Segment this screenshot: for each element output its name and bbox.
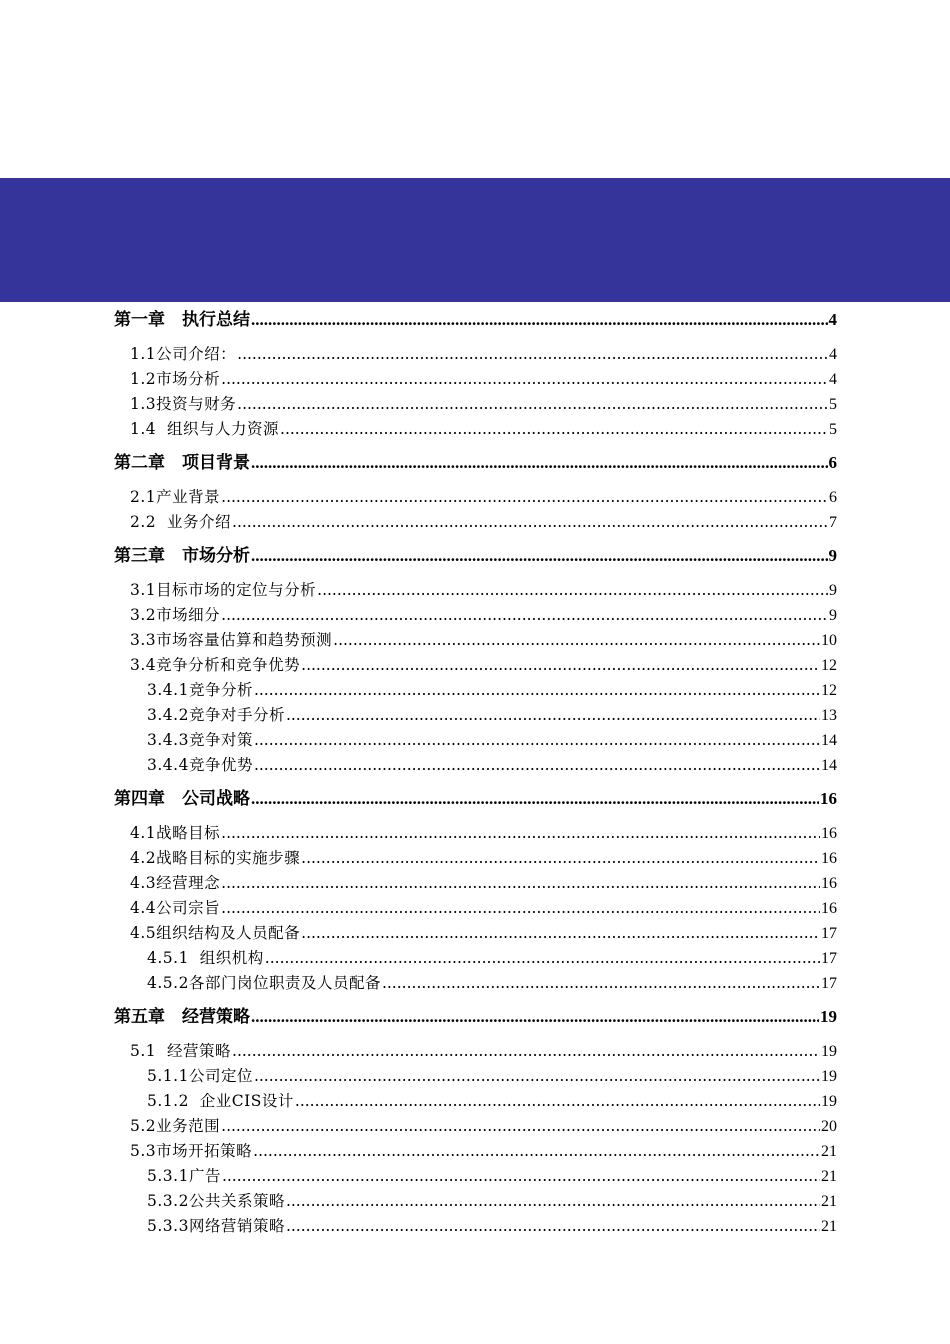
toc-entry-title: 3.1目标市场的定位与分析 — [130, 581, 317, 599]
toc-entry[interactable] — [147, 1089, 837, 1113]
toc-entry-title: 第三章 市场分析 — [114, 546, 250, 565]
toc-dot-leader — [254, 728, 820, 752]
toc-page-number: 10 — [821, 632, 837, 649]
toc-dot-leader — [280, 417, 828, 441]
toc-page-number: 9 — [828, 546, 837, 565]
toc-chapter[interactable] — [114, 1005, 837, 1029]
toc-chapter[interactable] — [114, 308, 837, 332]
toc-dot-leader — [221, 871, 820, 895]
toc-dot-leader — [295, 1089, 820, 1113]
toc-entry-title: 第二章 项目背景 — [114, 453, 250, 472]
toc-entry[interactable] — [130, 653, 837, 677]
toc-page-number: 16 — [820, 789, 837, 808]
toc-entry[interactable] — [130, 510, 837, 534]
toc-entry-title: 1.3投资与财务 — [130, 395, 237, 413]
toc-entry-title: 4.3经营理念 — [130, 874, 221, 892]
toc-entry-title: 3.4.3竞争对策 — [147, 731, 253, 749]
toc-entry[interactable] — [147, 971, 837, 995]
toc-dot-leader — [333, 628, 820, 652]
toc-entry[interactable] — [147, 1189, 837, 1213]
toc-chapter[interactable] — [114, 787, 837, 811]
toc-page-number: 4 — [829, 346, 837, 363]
toc-entry[interactable] — [147, 728, 837, 752]
toc-dot-leader — [301, 846, 820, 870]
toc-dot-leader — [251, 451, 828, 475]
toc-dot-leader — [253, 1139, 820, 1163]
toc-page-number: 17 — [821, 925, 837, 942]
toc-entry[interactable] — [147, 1214, 837, 1238]
toc-entry-title: 1.4 组织与人力资源 — [130, 420, 280, 438]
toc-page-number: 19 — [821, 1043, 837, 1060]
toc-page-number: 12 — [821, 682, 837, 699]
toc-dot-leader — [286, 703, 820, 727]
toc-page-number: 4 — [828, 310, 837, 329]
toc-entry-title: 1.2市场分析 — [130, 370, 221, 388]
toc-dot-leader — [221, 896, 820, 920]
toc-entry[interactable] — [130, 896, 837, 920]
toc-entry-title: 3.4.4竞争优势 — [147, 756, 253, 774]
toc-entry-title: 2.1产业背景 — [130, 488, 221, 506]
toc-dot-leader — [254, 678, 820, 702]
toc-entry[interactable] — [130, 485, 837, 509]
toc-page-number: 5 — [829, 421, 837, 438]
toc-dot-leader — [301, 921, 820, 945]
toc-chapter[interactable] — [114, 544, 837, 568]
toc-dot-leader — [221, 485, 828, 509]
toc-entry[interactable] — [130, 1039, 837, 1063]
toc-dot-leader — [254, 1064, 820, 1088]
toc-entry[interactable] — [130, 821, 837, 845]
toc-entry[interactable] — [147, 703, 837, 727]
toc-dot-leader — [382, 971, 820, 995]
toc-page-number: 14 — [821, 732, 837, 749]
toc-page-number: 4 — [829, 371, 837, 388]
toc-page-number: 17 — [821, 950, 837, 967]
toc-entry-title: 5.2业务范围 — [130, 1117, 221, 1135]
toc-dot-leader — [301, 653, 820, 677]
header-banner — [0, 178, 950, 302]
toc-dot-leader — [221, 603, 828, 627]
toc-dot-leader — [251, 1005, 819, 1029]
toc-entry-title: 第一章 执行总结 — [114, 310, 250, 329]
toc-entry[interactable] — [130, 871, 837, 895]
toc-chapter[interactable] — [114, 451, 837, 475]
toc-dot-leader — [222, 1164, 820, 1188]
toc-entry-title: 5.1.1公司定位 — [147, 1067, 253, 1085]
toc-entry[interactable] — [147, 946, 837, 970]
toc-dot-leader — [251, 308, 828, 332]
toc-dot-leader — [251, 544, 828, 568]
toc-page-number: 21 — [821, 1143, 837, 1160]
toc-page-number: 16 — [821, 900, 837, 917]
toc-entry[interactable] — [130, 367, 837, 391]
toc-page-number: 19 — [820, 1007, 837, 1026]
toc-entry[interactable] — [130, 417, 837, 441]
toc-page-number: 6 — [829, 489, 837, 506]
toc-dot-leader — [265, 946, 820, 970]
toc-page-number: 9 — [829, 607, 837, 624]
toc-entry[interactable] — [130, 628, 837, 652]
toc-entry[interactable] — [130, 342, 837, 366]
toc-page-number: 16 — [821, 825, 837, 842]
toc-entry[interactable] — [130, 846, 837, 870]
toc-entry-title: 5.3市场开拓策略 — [130, 1142, 253, 1160]
toc-dot-leader — [317, 578, 828, 602]
toc-entry-title: 4.5组织结构及人员配备 — [130, 924, 301, 942]
toc-dot-leader — [286, 1214, 820, 1238]
toc-entry-title: 4.2战略目标的实施步骤 — [130, 849, 301, 867]
toc-dot-leader — [286, 1189, 820, 1213]
toc-page-number: 21 — [821, 1168, 837, 1185]
toc-dot-leader — [237, 392, 828, 416]
toc-entry-title: 1.1公司介绍： — [130, 345, 237, 363]
toc-entry[interactable] — [147, 1164, 837, 1188]
toc-entry-title: 4.4公司宗旨 — [130, 899, 221, 917]
toc-entry-title: 3.4竞争分析和竞争优势 — [130, 656, 301, 674]
toc-entry[interactable] — [147, 678, 837, 702]
toc-page-number: 21 — [821, 1218, 837, 1235]
toc-page-number: 21 — [821, 1193, 837, 1210]
toc-page-number: 6 — [828, 453, 837, 472]
toc-entry[interactable] — [130, 1139, 837, 1163]
toc-page-number: 19 — [821, 1093, 837, 1110]
toc-page-number: 13 — [821, 707, 837, 724]
toc-entry[interactable] — [147, 1064, 837, 1088]
toc-dot-leader — [232, 1039, 820, 1063]
toc-entry-title: 4.5.2各部门岗位职责及人员配备 — [147, 974, 381, 992]
toc-entry[interactable] — [130, 1114, 837, 1138]
toc-entry[interactable] — [147, 753, 837, 777]
toc-dot-leader — [237, 342, 828, 366]
toc-entry[interactable] — [130, 392, 837, 416]
toc-dot-leader — [221, 821, 820, 845]
toc-entry-title: 5.3.2公共关系策略 — [147, 1192, 285, 1210]
toc-entry-title: 4.1战略目标 — [130, 824, 221, 842]
toc-dot-leader — [221, 1114, 820, 1138]
toc-page-number: 19 — [821, 1068, 837, 1085]
toc-entry-title: 5.3.3网络营销策略 — [147, 1217, 285, 1235]
toc-entry-title: 3.2市场细分 — [130, 606, 221, 624]
toc-page-number: 16 — [821, 850, 837, 867]
toc-entry-title: 5.3.1广告 — [147, 1167, 221, 1185]
toc-entry-title: 5.1.2 企业CIS设计 — [147, 1092, 294, 1110]
toc-entry-title: 2.2 业务介绍 — [130, 513, 232, 531]
toc-dot-leader — [221, 367, 828, 391]
toc-page-number: 17 — [821, 975, 837, 992]
toc-entry-title: 5.1 经营策略 — [130, 1042, 232, 1060]
toc-entry[interactable] — [130, 921, 837, 945]
toc-dot-leader — [232, 510, 828, 534]
toc-entry-title: 3.4.2竞争对手分析 — [147, 706, 285, 724]
toc-entry-title: 3.4.1竞争分析 — [147, 681, 253, 699]
toc-page-number: 16 — [821, 875, 837, 892]
toc-entry[interactable] — [130, 603, 837, 627]
toc-page-number: 7 — [829, 514, 837, 531]
toc-page-number: 5 — [829, 396, 837, 413]
toc-entry-title: 第四章 公司战略 — [114, 789, 250, 808]
toc-page-number: 20 — [821, 1118, 837, 1135]
toc-entry-title: 3.3市场容量估算和趋势预测 — [130, 631, 333, 649]
toc-entry[interactable] — [130, 578, 837, 602]
toc-page-number: 12 — [821, 657, 837, 674]
toc-entry-title: 4.5.1 组织机构 — [147, 949, 264, 967]
toc-dot-leader — [251, 787, 819, 811]
toc-entry-title: 第五章 经营策略 — [114, 1007, 250, 1026]
toc-dot-leader — [254, 753, 820, 777]
toc-page-number: 14 — [821, 757, 837, 774]
toc-page-number: 9 — [829, 582, 837, 599]
